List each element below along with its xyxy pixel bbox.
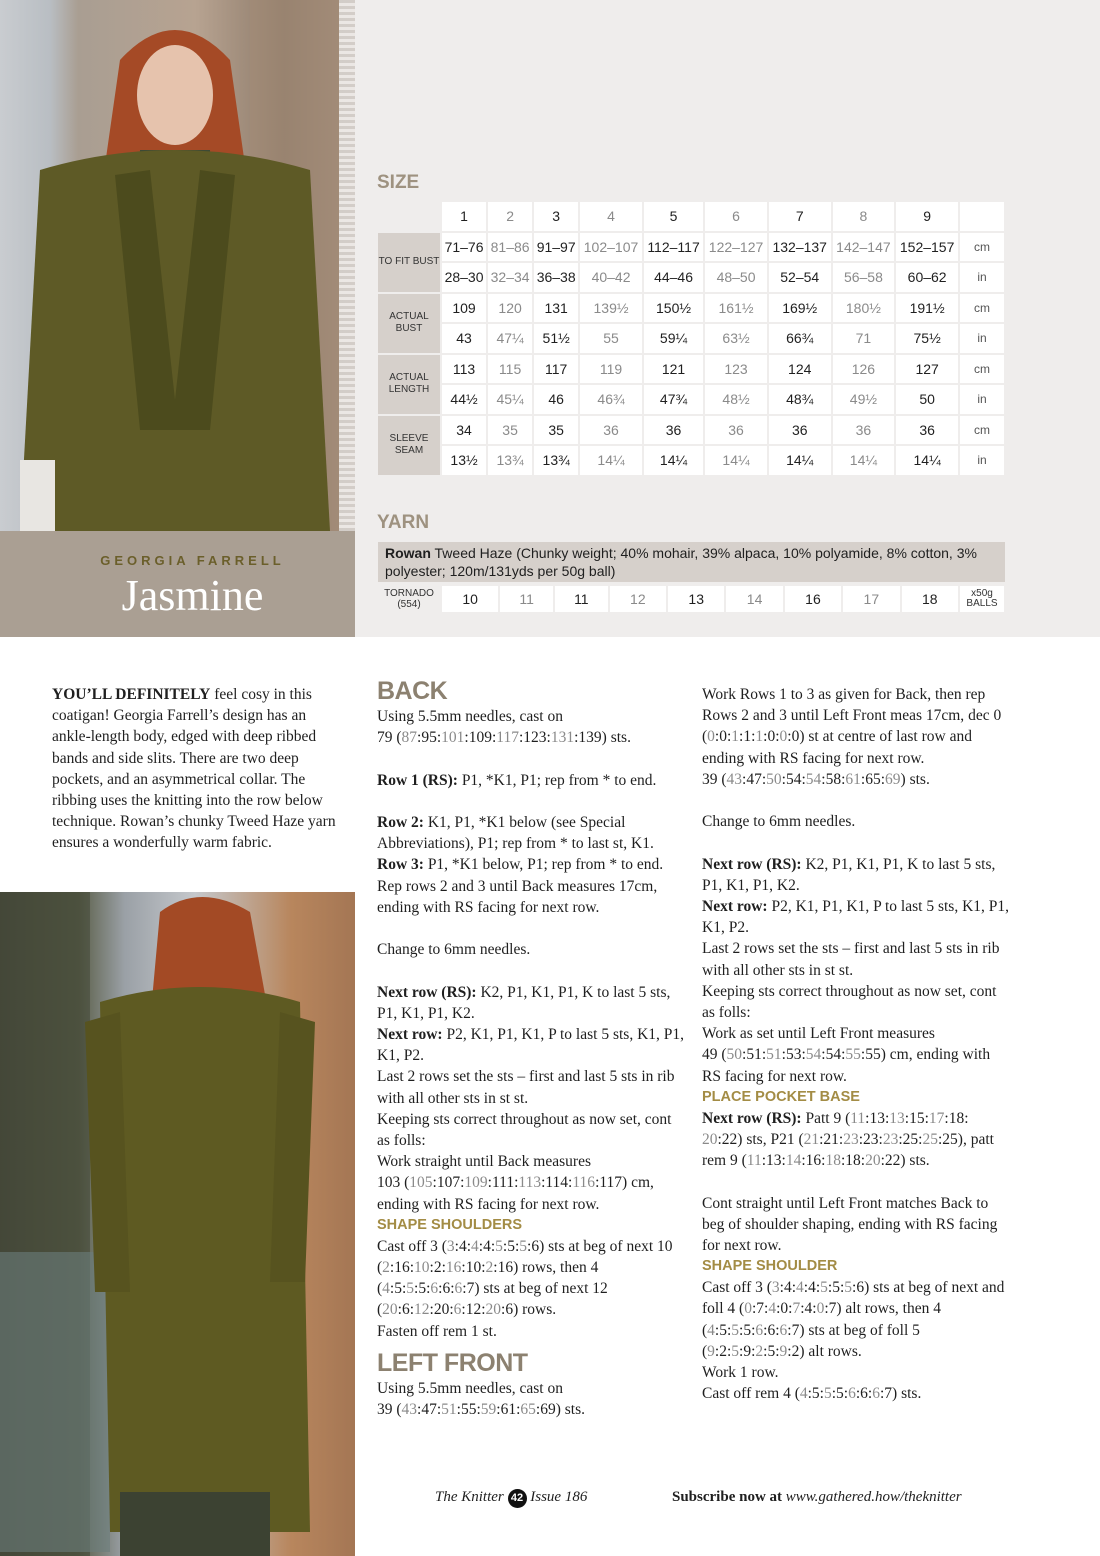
- lf-shoulder: Cast off 3 (3:4:4:4:5:5:5:6) sts at beg of next and foll 4 (0:7:4:0:7:4:0:7) alt rows, then 4 (4:5:5:5:6:6:6:7) sts at beg of foll 5 (9:2:5:9:2:5:9:2) alt rows.: [702, 1279, 1005, 1360]
- yarn-shade: TORNADO (554): [378, 586, 440, 612]
- size-number: 5: [644, 202, 703, 231]
- label: Next row (RS):: [702, 855, 802, 873]
- size-cell: 14¼: [833, 446, 895, 475]
- column-right: [702, 684, 1012, 1404]
- left-front-heading: LEFT FRONT: [377, 1348, 528, 1377]
- size-cell: 48¾: [769, 385, 831, 414]
- back-set1: Last 2 rows set the sts – first and last 5 sts in rib with all other sts in st st.: [377, 1068, 675, 1107]
- size-cell: 169½: [769, 294, 831, 323]
- unit-cell: cm: [960, 355, 1004, 384]
- lf-work-as-set: Work as set until Left Front measures 49 (50:51:51:53:54:54:55:55) cm, ending with RS facing for next row.: [702, 1025, 991, 1085]
- actual-bust-in-row: [378, 324, 1004, 353]
- size-cell: 180½: [833, 294, 895, 323]
- label: Row 1 (RS):: [377, 771, 458, 789]
- lf-set2: Keeping sts correct throughout as now set, cont as folls:: [702, 982, 997, 1022]
- size-cell: 132–137: [769, 233, 831, 262]
- label: Row 2:: [377, 813, 424, 831]
- size-number: 4: [580, 202, 642, 231]
- size-cell: 60–62: [896, 263, 958, 292]
- size-cell: 46: [534, 385, 578, 414]
- size-table: [376, 200, 1006, 477]
- back-shoulders: Cast off 3 (3:4:4:4:5:5:5:6) sts at beg of next 10 (2:16:10:2:16:10:2:16) rows, then 4 (4:5:5:5:6:6:6:7) sts at beg of next 12 (20:6:12:20:6:12:20:6) rows.: [377, 1237, 673, 1319]
- row-label: TO FIT BUST: [378, 233, 440, 292]
- size-cell: 48½: [705, 385, 767, 414]
- size-cell: 115: [488, 355, 532, 384]
- actual-length-in-row: [378, 385, 1004, 414]
- size-cell: 14¼: [644, 446, 703, 475]
- balls-cell: 13: [668, 586, 724, 612]
- size-number: 1: [442, 202, 486, 231]
- size-cell: 36: [644, 416, 703, 445]
- intro-paragraph: [52, 684, 342, 854]
- size-cell: 120: [488, 294, 532, 323]
- back-cast-on: Using 5.5mm needles, cast on 79 (87:95:101:109:117:123:131:139) sts.: [377, 708, 631, 747]
- size-cell: 46¾: [580, 385, 642, 414]
- balls-cell: 11: [500, 586, 553, 612]
- text: Using 5.5mm needles, cast on: [377, 708, 563, 725]
- designer-name: GEORGIA FARRELL: [100, 553, 285, 568]
- back-row3: [377, 854, 687, 875]
- size-cell: 36: [580, 416, 642, 445]
- size-header-row: [378, 202, 1004, 231]
- yarn-heading: YARN: [377, 512, 430, 533]
- label: Next row (RS):: [377, 983, 477, 1001]
- size-cell: 52–54: [769, 263, 831, 292]
- balls-cell: 16: [785, 586, 841, 612]
- text: Work as set until Left Front measures: [702, 1025, 935, 1043]
- back-straight: Work straight until Back measures 103 (105:107:109:111:113:114:116:117) cm, ending with RS facing for next row.: [377, 1153, 654, 1213]
- back-row2: [377, 812, 687, 854]
- size-cell: 36: [833, 416, 895, 445]
- size-number: 9: [896, 202, 958, 231]
- row-label: ACTUAL LENGTH: [378, 355, 440, 414]
- size-cell: 71: [833, 324, 895, 353]
- size-cell: 56–58: [833, 263, 895, 292]
- size-number: 6: [705, 202, 767, 231]
- sleeve-seam-in-row: [378, 446, 1004, 475]
- size-cell: 131: [534, 294, 578, 323]
- unit-cell: cm: [960, 294, 1004, 323]
- shape-shoulder-heading: SHAPE SHOULDER: [702, 1258, 838, 1275]
- size-cell: 44–46: [644, 263, 703, 292]
- text: K2, P1, K1, P1, K to last 5 sts, P1, K1, P1, K2.: [377, 983, 671, 1022]
- size-cell: 139½: [580, 294, 642, 323]
- size-cell: 47¾: [644, 385, 703, 414]
- to-fit-bust-cm-row: [378, 233, 1004, 262]
- size-cell: 59¼: [644, 324, 703, 353]
- size-number: 3: [534, 202, 578, 231]
- yarn-details: Tweed Haze (Chunky weight; 40% mohair, 39% alpaca, 10% polyamide, 8% cotton, 3% polyester; 120m/131yds per 50g ball): [385, 545, 977, 579]
- size-cell: 63½: [705, 324, 767, 353]
- size-cell: 123: [705, 355, 767, 384]
- shape-shoulders-heading: SHAPE SHOULDERS: [377, 1216, 523, 1233]
- balls-cell: 18: [902, 586, 958, 612]
- size-cell: 40–42: [580, 263, 642, 292]
- actual-bust-cm-row: [378, 294, 1004, 323]
- text: P2, K1, P1, K1, P to last 5 sts, K1, P1, K1, P2.: [377, 1025, 685, 1065]
- size-cell: 35: [488, 416, 532, 445]
- size-cell: 13½: [442, 446, 486, 475]
- unit-cell: in: [960, 263, 1004, 292]
- size-cell: 36: [705, 416, 767, 445]
- size-cell: 66¾: [769, 324, 831, 353]
- size-cell: 126: [833, 355, 895, 384]
- subscribe-text: Subscribe now at: [672, 1489, 783, 1505]
- back-row1: [377, 770, 687, 791]
- left-front-cast-on: Using 5.5mm needles, cast on 39 (43:47:51:55:59:61:65:69) sts.: [377, 1379, 586, 1419]
- size-cell: 112–117: [644, 233, 703, 262]
- model-photo-back: [0, 892, 355, 1556]
- pattern-title: Jasmine: [121, 571, 264, 620]
- size-number: 8: [833, 202, 895, 231]
- size-cell: 161½: [705, 294, 767, 323]
- size-heading: SIZE: [377, 172, 420, 193]
- lf-cast-off-rem: Cast off rem 4 (4:5:5:5:6:6:6:7) sts.: [702, 1385, 922, 1403]
- size-cell: 43: [442, 324, 486, 353]
- size-cell: 44½: [442, 385, 486, 414]
- size-cell: 50: [896, 385, 958, 414]
- sleeve-seam-cm-row: [378, 416, 1004, 445]
- balls-cell: 11: [555, 586, 608, 612]
- to-fit-bust-in-row: [378, 263, 1004, 292]
- back-fasten: Fasten off rem 1 st.: [377, 1322, 497, 1340]
- size-cell: 36–38: [534, 263, 578, 292]
- page-number: 42: [508, 1489, 527, 1508]
- text: ending with RS facing for next row.: [377, 1195, 600, 1213]
- lf-work1: Work 1 row.: [702, 1364, 779, 1382]
- column-middle: [377, 676, 687, 1420]
- size-cell: 14¼: [580, 446, 642, 475]
- subscribe-link[interactable]: www.gathered.how/theknitter: [785, 1489, 962, 1505]
- row-label: SLEEVE SEAM: [378, 416, 440, 475]
- issue-number: Issue 186: [530, 1489, 588, 1505]
- text: Work Rows 1 to 3 as given for Back, then rep Rows 2 and 3 until Left Front meas 17cm,: [702, 686, 986, 725]
- label: Next row:: [702, 898, 768, 915]
- unit-cell: cm: [960, 416, 1004, 445]
- size-cell: 124: [769, 355, 831, 384]
- yarn-description: [378, 542, 1005, 582]
- size-cell: 48–50: [705, 263, 767, 292]
- footer-subscribe: [672, 1489, 962, 1506]
- size-cell: 55: [580, 324, 642, 353]
- text: K1, P1, *K1 below (see Special Abbreviations), P1; rep from * to last st, K1.: [377, 813, 654, 853]
- size-cell: 127: [896, 355, 958, 384]
- size-cell: 91–97: [534, 233, 578, 262]
- size-cell: 113: [442, 355, 486, 384]
- lf-pocket: Next row (RS): Patt 9 (11:13:13:15:17:18: 20:22) sts, P21 (21:21:23:23:23:25:25:25), patt rem 9 (11:13:14:16:18:18:20:22) sts.: [702, 1109, 994, 1170]
- back-rep: Rep rows 2 and 3 until Back measures 17cm, ending with RS facing for next row.: [377, 877, 658, 916]
- model-photo-front: [0, 0, 355, 531]
- back-next-rs: [377, 982, 687, 1024]
- label: Row 3:: [377, 856, 424, 874]
- size-cell: 35: [534, 416, 578, 445]
- size-cell: 13¾: [534, 446, 578, 475]
- size-cell: 34: [442, 416, 486, 445]
- lf-next-rs: [702, 854, 1012, 896]
- size-cell: 117: [534, 355, 578, 384]
- size-cell: 102–107: [580, 233, 642, 262]
- back-heading: BACK: [377, 677, 448, 705]
- magazine-name: The Knitter: [435, 1489, 504, 1505]
- text: and ending with RS facing for next row.: [702, 728, 972, 767]
- back-set2: Keeping sts correct throughout as now set, cont as folls:: [377, 1110, 672, 1149]
- size-cell: 109: [442, 294, 486, 323]
- unit-cell: in: [960, 385, 1004, 414]
- balls-cell: 14: [726, 586, 782, 612]
- size-cell: 191½: [896, 294, 958, 323]
- size-cell: 122–127: [705, 233, 767, 262]
- yarn-brand: Rowan: [385, 545, 431, 561]
- lf-work-rows: Work Rows 1 to 3 as given for Back, then rep Rows 2 and 3 until Left Front meas 17cm, dec 0 (0:0:1:1:1:0:0:0) st at centre of last row and ending with RS facing for next row. 39 (43:47:50:54:54:58:61:65:69) sts.: [702, 686, 1002, 788]
- size-cell: 14¼: [769, 446, 831, 475]
- size-cell: 13¾: [488, 446, 532, 475]
- text: K2, P1, K1, P1, K to last 5 sts, P1, K1, P1, K2.: [702, 855, 996, 894]
- size-cell: 47¼: [488, 324, 532, 353]
- balls-cell: 12: [610, 586, 666, 612]
- size-cell: 75½: [896, 324, 958, 353]
- size-cell: 28–30: [442, 263, 486, 292]
- balls-cell: 17: [843, 586, 899, 612]
- text: P1, *K1, P1; rep from * to end.: [457, 771, 657, 789]
- unit-cell: in: [960, 324, 1004, 353]
- size-cell: 14¼: [896, 446, 958, 475]
- intro-lead: YOU’LL DEFINITELY: [52, 686, 211, 703]
- balls-cell: 10: [442, 586, 498, 612]
- yarn-balls-row: [378, 586, 1004, 612]
- lf-cont: Cont straight until Left Front matches Back to beg of shoulder shaping, ending with RS facing for next row.: [702, 1194, 998, 1255]
- unit-cell: in: [960, 446, 1004, 475]
- text: Work straight until Back measures: [377, 1153, 591, 1171]
- back-next: [377, 1024, 687, 1066]
- size-number: 2: [488, 202, 532, 231]
- yarn-table: [376, 584, 1006, 614]
- size-cell: 81–86: [488, 233, 532, 262]
- balls-unit: x50g BALLS: [960, 586, 1004, 612]
- unit-cell: cm: [960, 233, 1004, 262]
- size-cell: 14¼: [705, 446, 767, 475]
- size-cell: 51½: [534, 324, 578, 353]
- size-cell: 119: [580, 355, 642, 384]
- label: Next row (RS):: [702, 1109, 802, 1127]
- text: with RS facing for next row.: [702, 1046, 991, 1085]
- size-cell: 152–157: [896, 233, 958, 262]
- size-cell: 36: [896, 416, 958, 445]
- intro-text: feel cosy in this coatigan! Georgia Farrell’s design has an ankle-length body, edged with deep ribbed bands and side slits. There are two deep pockets, and an asymmetrical collar. The ribbing uses the knitting into the row below technique. Rowan’s chunky Tweed Haze yarn ensures a wonderfully warm fabric.: [52, 686, 336, 852]
- size-cell: 32–34: [488, 263, 532, 292]
- place-pocket-base-heading: PLACE POCKET BASE: [702, 1088, 860, 1105]
- footer-magazine: [435, 1489, 587, 1508]
- size-cell: 49½: [833, 385, 895, 414]
- text: P1, *K1 below, P1; rep from * to end.: [423, 856, 664, 874]
- size-cell: 45¼: [488, 385, 532, 414]
- lf-set1: Last 2 rows set the sts – first and last 5 sts in rib with all other sts in st st.: [702, 940, 1000, 979]
- size-cell: 36: [769, 416, 831, 445]
- lf-change: Change to 6mm needles.: [702, 813, 856, 831]
- size-cell: 150½: [644, 294, 703, 323]
- actual-length-cm-row: [378, 355, 1004, 384]
- text: P2, K1, P1, K1, P to last 5 sts, K1, P1, K1, P2.: [702, 898, 1010, 937]
- back-change: Change to 6mm needles.: [377, 941, 531, 959]
- text: Using 5.5mm needles, cast on: [377, 1379, 563, 1397]
- row-label: ACTUAL BUST: [378, 294, 440, 353]
- size-cell: 71–76: [442, 233, 486, 262]
- size-number: 7: [769, 202, 831, 231]
- lf-next: [702, 896, 1012, 938]
- size-cell: 121: [644, 355, 703, 384]
- size-cell: 142–147: [833, 233, 895, 262]
- label: Next row:: [377, 1025, 443, 1043]
